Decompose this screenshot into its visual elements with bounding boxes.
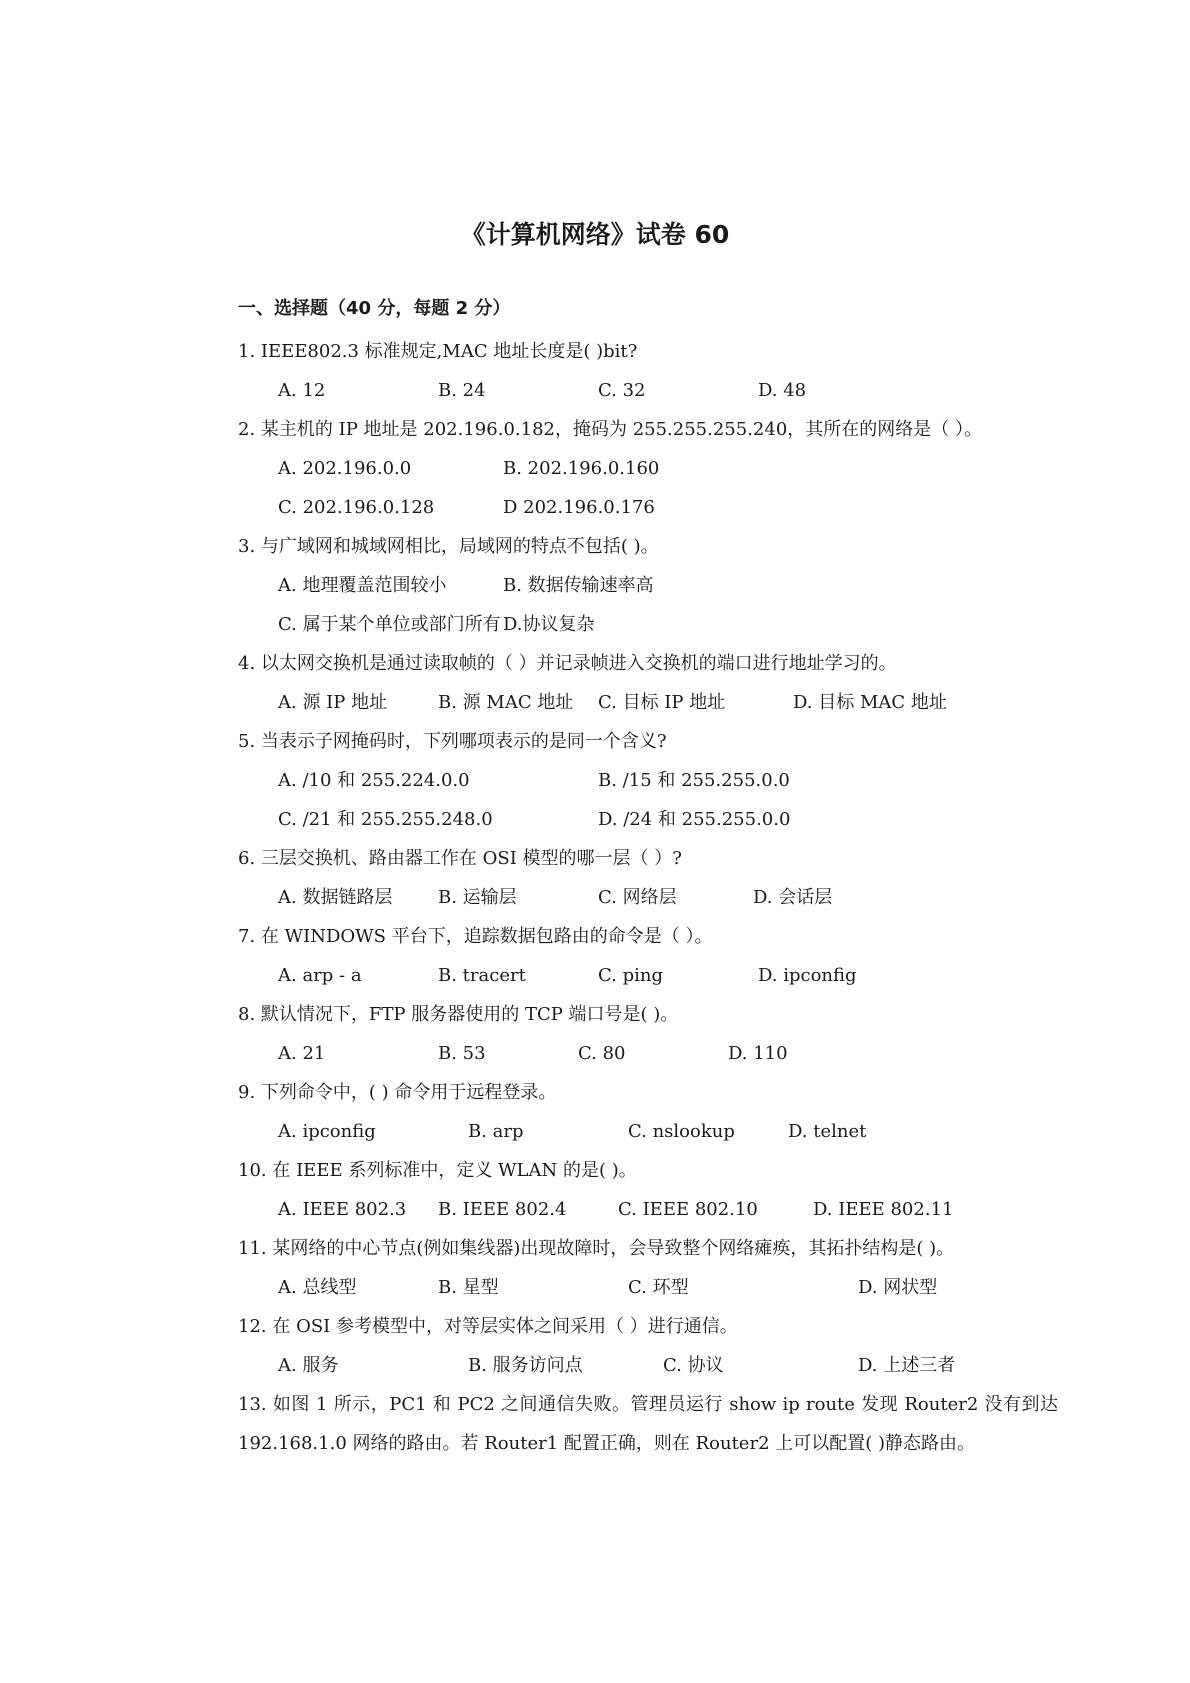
answer-option: C. 网络层 — [598, 887, 677, 908]
answer-option: D. IEEE 802.11 — [813, 1199, 954, 1220]
question-stem: 4. 以太网交换机是通过读取帧的（ ）并记录帧进入交换机的端口进行地址学习的。 — [238, 653, 897, 674]
answer-option: B. 服务访问点 — [468, 1355, 583, 1376]
answer-option: D. 网状型 — [858, 1277, 938, 1298]
answer-option: D. 上述三者 — [858, 1355, 956, 1376]
answer-option: B. 24 — [438, 380, 486, 401]
option-row — [238, 878, 1058, 917]
answer-option: B. 53 — [438, 1043, 486, 1064]
answer-option: D 202.196.0.176 — [503, 497, 655, 518]
question-stem: 13. 如图 1 所示，PC1 和 PC2 之间通信失败。管理员运行 show ip route 发现 Router2 没有到达 192.168.1.0 网络的路由。若 Router1 配置正确，则在 Router2 上可以配置( )静态路由。 — [238, 1394, 1058, 1454]
option-row — [238, 1268, 1058, 1307]
option-row — [238, 1346, 1058, 1385]
question-stem: 3. 与广域网和城域网相比，局域网的特点不包括( )。 — [238, 536, 659, 557]
answer-option: A. 服务 — [278, 1355, 339, 1376]
answer-option: D. 目标 MAC 地址 — [793, 692, 947, 713]
question-stem: 6. 三层交换机、路由器工作在 OSI 模型的哪一层（ ）? — [238, 848, 682, 869]
answer-option: C. 80 — [578, 1043, 626, 1064]
answer-option: A. 12 — [278, 380, 326, 401]
option-row — [238, 683, 1058, 722]
answer-option: A. 地理覆盖范围较小 — [278, 575, 447, 596]
question-stem: 10. 在 IEEE 系列标准中，定义 WLAN 的是( )。 — [238, 1160, 637, 1181]
option-row — [238, 800, 1058, 839]
answer-option: A. 数据链路层 — [278, 887, 393, 908]
answer-option: D.协议复杂 — [503, 614, 595, 635]
question-stem: 7. 在 WINDOWS 平台下，追踪数据包路由的命令是（ ）。 — [238, 926, 713, 947]
answer-option: A. 21 — [278, 1043, 326, 1064]
question-stem: 1. IEEE802.3 标准规定,MAC 地址长度是( )bit? — [238, 341, 638, 362]
answer-option: D. ipconfig — [758, 965, 857, 986]
answer-option: C. 协议 — [663, 1355, 724, 1376]
answer-option: C. 环型 — [628, 1277, 689, 1298]
answer-option: B. IEEE 802.4 — [438, 1199, 567, 1220]
question-stem: 8. 默认情况下，FTP 服务器使用的 TCP 端口号是( )。 — [238, 1004, 679, 1025]
answer-option: D. 会话层 — [753, 887, 833, 908]
answer-option: C. nslookup — [628, 1121, 735, 1142]
exam-title: 《计算机网络》试卷 60 — [460, 220, 730, 249]
answer-option: A. 源 IP 地址 — [278, 692, 388, 713]
answer-option: A. IEEE 802.3 — [278, 1199, 407, 1220]
answer-option: C. /21 和 255.255.248.0 — [278, 809, 493, 830]
option-row — [238, 956, 1058, 995]
option-row — [238, 371, 1058, 410]
section-heading: 一、选择题（40 分，每题 2 分） — [238, 298, 511, 319]
option-row — [238, 488, 1058, 527]
answer-option: D. 48 — [758, 380, 807, 401]
option-row — [238, 1034, 1058, 1073]
question-list — [238, 332, 1058, 1463]
answer-option: C. 目标 IP 地址 — [598, 692, 726, 713]
answer-option: C. 32 — [598, 380, 646, 401]
answer-option: A. 202.196.0.0 — [278, 458, 412, 479]
answer-option: D. telnet — [788, 1121, 867, 1142]
question-stem: 12. 在 OSI 参考模型中，对等层实体之间采用（ ）进行通信。 — [238, 1316, 738, 1337]
option-row — [238, 449, 1058, 488]
option-row — [238, 1112, 1058, 1151]
answer-option: D. /24 和 255.255.0.0 — [598, 809, 791, 830]
answer-option: B. 运输层 — [438, 887, 517, 908]
answer-option: A. ipconfig — [278, 1121, 376, 1142]
answer-option: A. arp - a — [278, 965, 362, 986]
option-row — [238, 1190, 1058, 1229]
answer-option: B. 数据传输速率高 — [503, 575, 654, 596]
answer-option: B. arp — [468, 1121, 524, 1142]
answer-option: D. 110 — [728, 1043, 788, 1064]
answer-option: C. 属于某个单位或部门所有 — [278, 614, 501, 635]
answer-option: B. 202.196.0.160 — [503, 458, 660, 479]
question-stem: 11. 某网络的中心节点(例如集线器)出现故障时，会导致整个网络瘫痪，其拓扑结构是( )。 — [238, 1238, 955, 1259]
answer-option: C. 202.196.0.128 — [278, 497, 435, 518]
answer-option: B. /15 和 255.255.0.0 — [598, 770, 790, 791]
option-row — [238, 761, 1058, 800]
answer-option: C. IEEE 802.10 — [618, 1199, 758, 1220]
answer-option: B. 星型 — [438, 1277, 499, 1298]
question-stem: 5. 当表示子网掩码时，下列哪项表示的是同一个含义? — [238, 731, 667, 752]
answer-option: A. 总线型 — [278, 1277, 357, 1298]
option-row — [238, 566, 1058, 605]
question-stem: 2. 某主机的 IP 地址是 202.196.0.182，掩码为 255.255.255.240，其所在的网络是（ ）。 — [238, 419, 983, 440]
option-row — [238, 605, 1058, 644]
answer-option: B. tracert — [438, 965, 526, 986]
answer-option: C. ping — [598, 965, 663, 986]
question-stem: 9. 下列命令中，( ) 命令用于远程登录。 — [238, 1082, 557, 1103]
answer-option: A. /10 和 255.224.0.0 — [278, 770, 470, 791]
answer-option: B. 源 MAC 地址 — [438, 692, 574, 713]
